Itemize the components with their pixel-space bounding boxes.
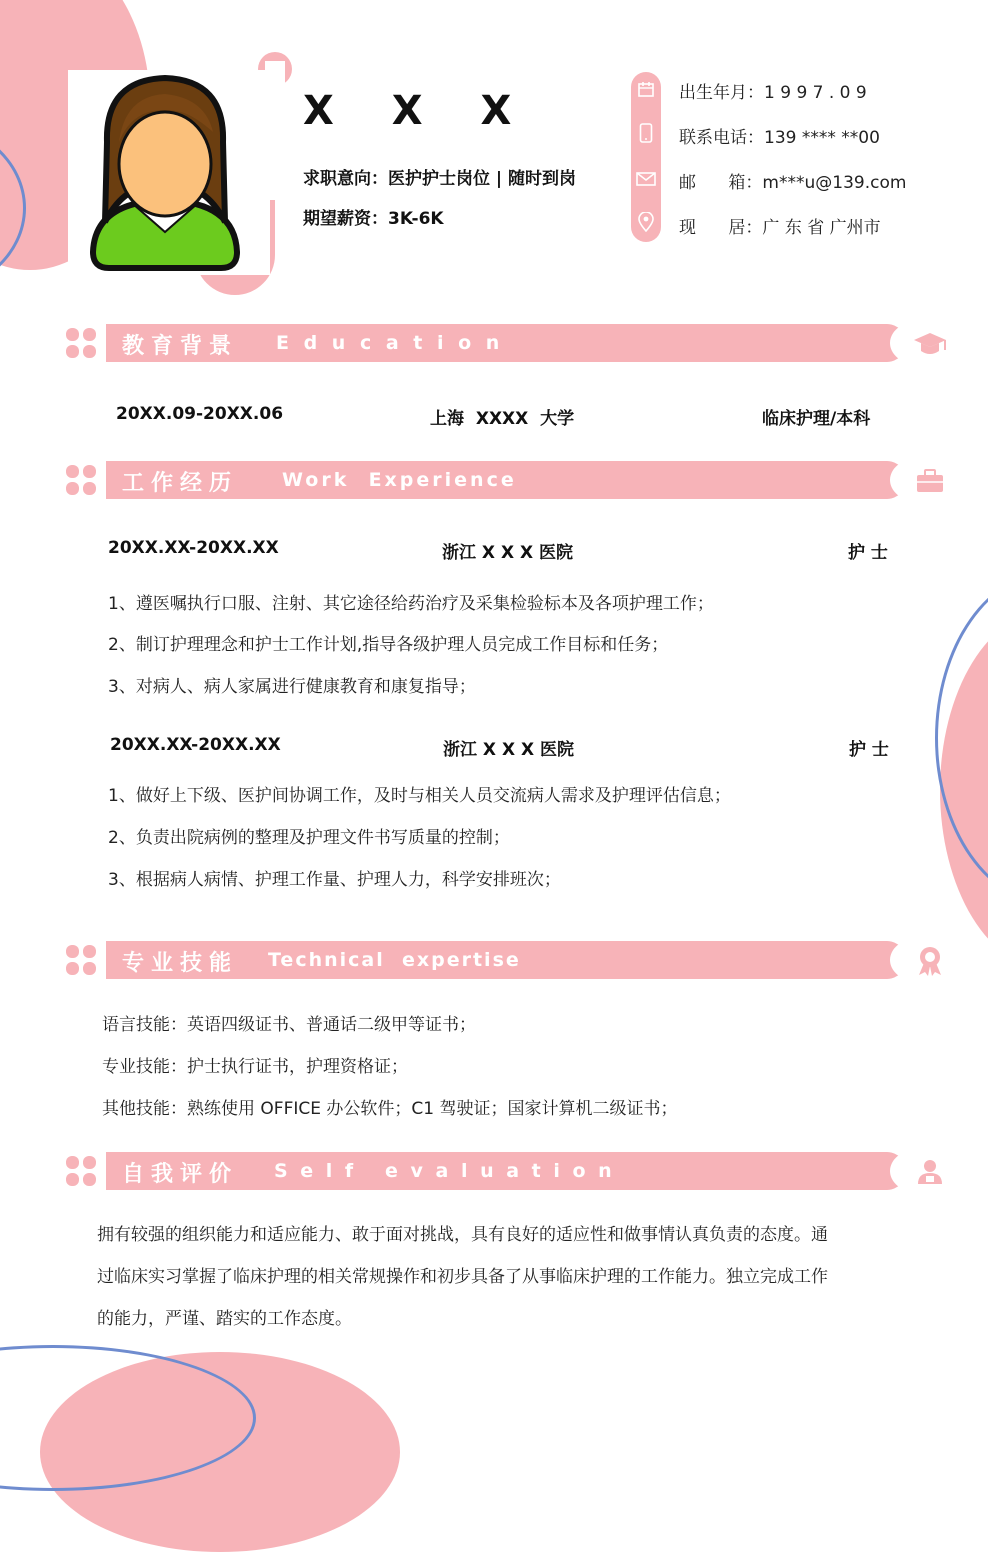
job-duty: 1、遵医嘱执行口服、注射、其它途径给药治疗及采集检验标本及各项护理工作； bbox=[108, 594, 714, 614]
edu-school: 上海 XXXX 大学 bbox=[430, 409, 575, 429]
job-date: 20XX.XX-20XX.XX bbox=[108, 538, 279, 558]
flower-icon bbox=[64, 463, 98, 497]
section-skills bbox=[64, 941, 948, 983]
expected-salary: 期望薪资：3K-6K bbox=[303, 209, 444, 229]
job-duty: 1、做好上下级、医护间协调工作，及时与相关人员交流病人需求及护理评估信息； bbox=[108, 786, 731, 806]
section-title: 专业技能 bbox=[122, 951, 239, 976]
edu-date: 20XX.09-20XX.06 bbox=[116, 404, 284, 424]
flower-icon bbox=[64, 326, 98, 360]
self-evaluation-text bbox=[97, 1214, 897, 1340]
email-address: 邮 箱：m***u@139.com bbox=[679, 173, 907, 193]
job-duty: 3、对病人、病人家属进行健康教育和康复指导； bbox=[108, 677, 476, 697]
user-icon bbox=[910, 1155, 950, 1189]
phone-icon bbox=[631, 121, 661, 145]
birth-date: 出生年月：1 9 9 7 . 0 9 bbox=[679, 83, 867, 103]
job-org: 浙江 X X X 医院 bbox=[442, 543, 573, 563]
mail-icon bbox=[631, 166, 661, 190]
section-title: 自我评价 bbox=[122, 1162, 239, 1187]
skill-item: 专业技能：护士执行证书，护理资格证； bbox=[102, 1057, 408, 1077]
section-subtitle: S e l f e v a l u a t i o n bbox=[274, 1160, 615, 1182]
location-icon bbox=[631, 210, 661, 234]
candidate-name: X X X bbox=[303, 88, 534, 134]
job-duty: 2、制订护理理念和护士工作计划,指导各级护理人员完成工作目标和任务； bbox=[108, 635, 669, 655]
job-date: 20XX.XX-20XX.XX bbox=[110, 735, 281, 755]
job-org: 浙江 X X X 医院 bbox=[443, 740, 574, 760]
self-evaluation-line: 拥有较强的组织能力和适应能力、敢于面对挑战，具有良好的适应性和做事情认真负责的态度。通 bbox=[97, 1225, 828, 1245]
job-duty: 2、负责出院病例的整理及护理文件书写质量的控制； bbox=[108, 828, 510, 848]
phone-number: 联系电话：139 **** **00 bbox=[679, 128, 880, 148]
job-role: 护 士 bbox=[848, 543, 888, 563]
self-evaluation-line: 过临床实习掌握了临床护理的相关常规操作和初步具备了从事临床护理的工作能力。独立完成工作 bbox=[97, 1267, 828, 1287]
award-icon bbox=[910, 944, 950, 978]
section-education bbox=[64, 324, 948, 366]
avatar-icon bbox=[85, 72, 245, 272]
briefcase-icon bbox=[910, 464, 950, 498]
job-role: 护 士 bbox=[849, 740, 889, 760]
graduation-cap-icon bbox=[910, 327, 950, 361]
section-subtitle: Technical expertise bbox=[268, 949, 521, 971]
flower-icon bbox=[64, 1154, 98, 1188]
section-self-evaluation bbox=[64, 1152, 948, 1194]
edu-major: 临床护理/本科 bbox=[762, 409, 871, 429]
self-evaluation-line: 的能力，严谨、踏实的工作态度。 bbox=[97, 1309, 352, 1329]
section-subtitle: E d u c a t i o n bbox=[276, 332, 504, 354]
job-duty: 3、根据病人病情、护理工作量、护理人力，科学安排班次； bbox=[108, 870, 561, 890]
section-subtitle: Work Experience bbox=[282, 469, 517, 491]
job-intent: 求职意向：医护护士岗位 | 随时到岗 bbox=[303, 169, 577, 189]
calendar-icon bbox=[631, 77, 661, 101]
section-title: 教育背景 bbox=[122, 334, 239, 359]
section-title: 工作经历 bbox=[122, 471, 239, 496]
current-address: 现 居：广 东 省 广州市 bbox=[679, 218, 881, 238]
skill-item: 其他技能：熟练使用 OFFICE 办公软件；C1 驾驶证；国家计算机二级证书； bbox=[102, 1099, 678, 1119]
section-work bbox=[64, 461, 948, 503]
flower-icon bbox=[64, 943, 98, 977]
skill-item: 语言技能：英语四级证书、普通话二级甲等证书； bbox=[102, 1015, 476, 1035]
